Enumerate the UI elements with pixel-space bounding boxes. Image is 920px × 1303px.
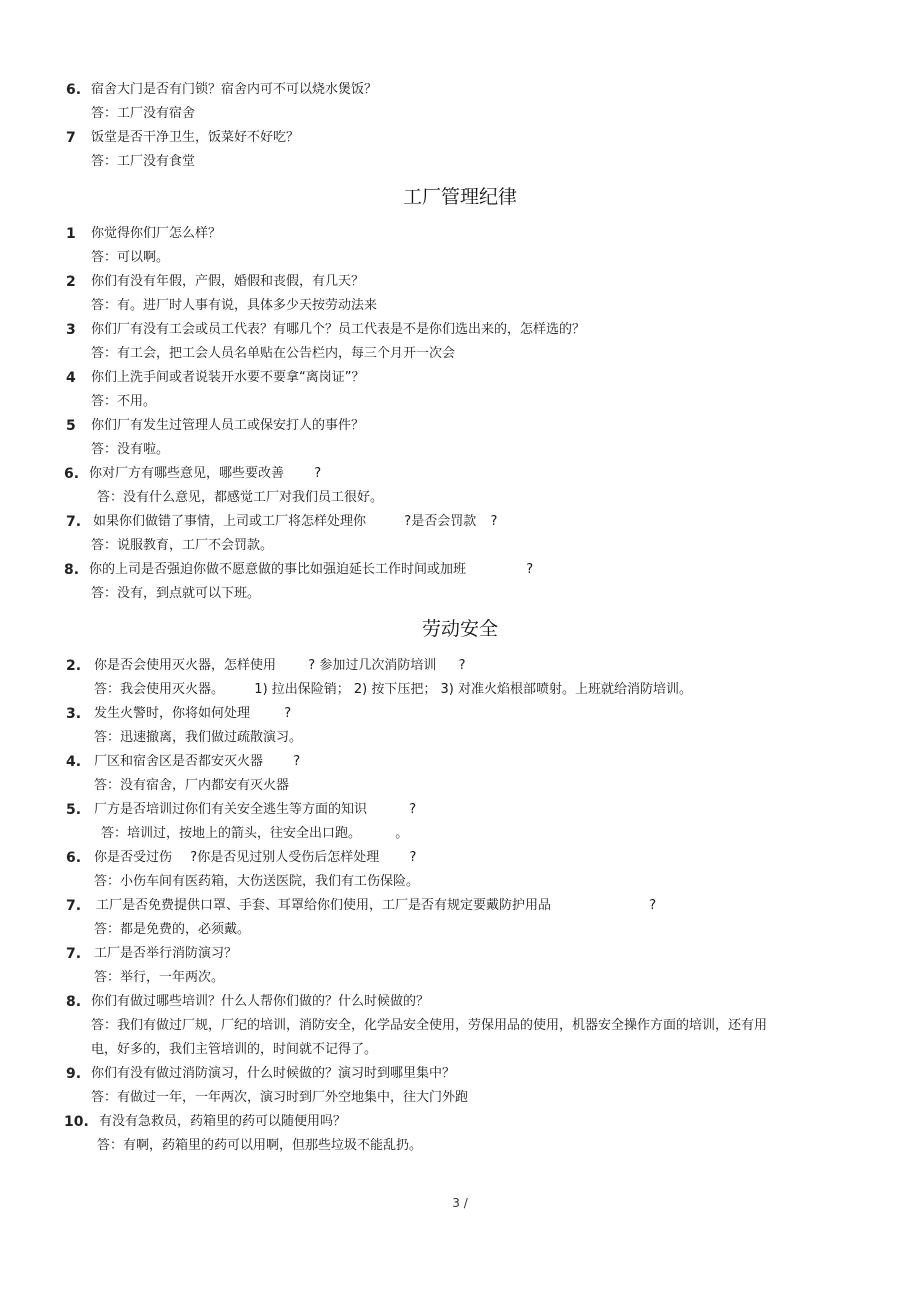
answer-text: 答：没有，到点就可以下班。 <box>91 586 261 601</box>
question-text: 你觉得你们厂怎么样？ <box>91 226 222 241</box>
question-text: 如果你们做错了事情，上司或工厂将怎样处理你 <box>93 514 367 529</box>
list-item <box>0 846 920 894</box>
list-item <box>0 222 920 270</box>
question-text-part: ?你是否见过别人受伤后怎样处理 <box>190 850 380 865</box>
question-text: 厂区和宿舍区是否都安灭火器 <box>94 754 264 769</box>
answer-text: 答：有。进厂时人事有说，具体多少天按劳动法来 <box>91 298 378 313</box>
question-text: 你是否会使用灭火器，怎样使用 <box>94 658 277 673</box>
list-item <box>0 1062 920 1110</box>
question-number: 2 <box>66 274 76 290</box>
question-text: 你对厂方有哪些意见，哪些要改善 <box>89 466 285 481</box>
question-number: 7. <box>66 898 82 914</box>
list-item <box>0 750 920 798</box>
answer-text: 答：我们有做过厂规，厂纪的培训，消防安全，化学品安全使用，劳保用品的使用，机器安全操作方面的培训，还有用电，好多的，我们主管培训的，时间就不记得了。 <box>91 1018 768 1057</box>
answer-text: 答：工厂没有宿舍 <box>91 106 196 121</box>
list-item <box>0 990 920 1062</box>
question <box>0 414 920 438</box>
list-item <box>0 270 920 318</box>
question-number: 5 <box>66 418 76 434</box>
pre-item-6 <box>0 78 920 126</box>
answer-text: 答：小伤车间有医药箱，大伤送医院，我们有工伤保险。 <box>94 874 420 889</box>
question-number: 10. <box>64 1114 89 1130</box>
answer-part: 1) 拉出保险销； 2) 按下压把； 3) 对准火焰根部喷射。上班就给消防培训。 <box>254 682 692 697</box>
question-text-part: ? 参加过几次消防培训 <box>308 658 437 673</box>
pre-item-7 <box>0 126 920 174</box>
section-title-labor-safety: 劳动安全 <box>421 618 498 640</box>
question-number: 2. <box>66 658 82 674</box>
question-mark: ? <box>526 562 534 577</box>
list-item <box>0 942 920 990</box>
answer-text: 答：可以啊。 <box>91 250 170 265</box>
question-number: 7. <box>66 514 82 530</box>
question-text-part: ?是否会罚款 <box>404 514 477 529</box>
question-number: 8. <box>64 562 80 578</box>
question <box>0 318 920 342</box>
question <box>0 894 920 918</box>
question-text: 工厂是否举行消防演习？ <box>94 946 238 961</box>
question-text: 你们有做过哪些培训？什么人帮你们做的？什么时候做的？ <box>91 994 430 1009</box>
answer-part: 。 <box>395 826 409 841</box>
question-text: 你的上司是否强迫你做不愿意做的事比如强迫延长工作时间或加班 <box>89 562 467 577</box>
list-item <box>0 558 920 606</box>
answer-text: 答：有工会，把工会人员名单贴在公告栏内，每三个月开一次会 <box>91 346 456 361</box>
question-text: 你们厂有没有工会或员工代表？有哪几个？员工代表是不是你们选出来的，怎样选的？ <box>91 322 586 337</box>
list-item <box>0 702 920 750</box>
question-number: 3 <box>66 322 76 338</box>
question-mark: ? <box>293 754 301 769</box>
question-mark: ? <box>490 514 498 529</box>
question-text: 你们厂有发生过管理人员工或保安打人的事件？ <box>91 418 365 433</box>
question <box>0 1110 920 1134</box>
question <box>0 990 920 1014</box>
question <box>0 366 920 390</box>
answer-text <box>0 678 920 702</box>
question-number: 6. <box>66 82 82 98</box>
question-number: 4. <box>66 754 82 770</box>
question-number: 4 <box>66 370 76 386</box>
answer-text <box>0 822 920 846</box>
answer-text: 答：迅速撤离，我们做过疏散演习。 <box>94 730 303 745</box>
answer-text: 答：工厂没有食堂 <box>91 154 196 169</box>
question-text: 饭堂是否干净卫生，饭菜好不好吃？ <box>91 130 300 145</box>
question-mark: ? <box>649 898 657 913</box>
question <box>0 126 920 150</box>
list-item <box>0 462 920 510</box>
answer-text: 答：没有啦。 <box>91 442 170 457</box>
question <box>0 846 920 870</box>
list-item <box>0 654 920 702</box>
question <box>0 1062 920 1086</box>
question-number: 7. <box>66 946 82 962</box>
answer-text: 答：举行，一年两次。 <box>94 970 225 985</box>
question-text: 宿舍大门是否有门锁？宿舍内可不可以烧水煲饭？ <box>91 82 378 97</box>
list-item <box>0 510 920 558</box>
question-mark: ? <box>409 802 417 817</box>
answer-text: 答：说服教育，工厂不会罚款。 <box>91 538 274 553</box>
list-item <box>0 366 920 414</box>
answer-text: 答：有啊，药箱里的药可以用啊，但那些垃圾不能乱扔。 <box>97 1138 423 1153</box>
answer-text: 答：没有什么意见，都感觉工厂对我们员工很好。 <box>97 490 384 505</box>
question-mark: ? <box>314 466 322 481</box>
answer-text: 答：不用。 <box>91 394 157 409</box>
question <box>0 78 920 102</box>
question <box>0 750 920 774</box>
question-mark: ? <box>409 850 417 865</box>
answer-part: 答：我会使用灭火器。 <box>94 682 225 697</box>
list-item <box>0 414 920 462</box>
question-text: 工厂是否免费提供口罩、手套、耳罩给你们使用，工厂是否有规定要戴防护用品 <box>96 898 552 913</box>
question-mark: ? <box>458 658 466 673</box>
question-number: 1 <box>66 226 76 242</box>
page-number: 3 / <box>452 1196 468 1210</box>
question <box>0 462 920 486</box>
question <box>0 510 920 534</box>
question <box>0 654 920 678</box>
question-mark: ? <box>284 706 292 721</box>
answer-text: 答：没有宿舍，厂内都安有灭火器 <box>94 778 290 793</box>
question-number: 3. <box>66 706 82 722</box>
section-title-management: 工厂管理纪律 <box>402 186 517 208</box>
list-item <box>0 318 920 366</box>
answer-text: 答：有做过一年，一年两次，演习时到厂外空地集中，往大门外跑 <box>91 1090 469 1105</box>
question <box>0 222 920 246</box>
question <box>0 270 920 294</box>
question-text: 发生火警时，你将如何处理 <box>94 706 251 721</box>
question <box>0 798 920 822</box>
question <box>0 702 920 726</box>
list-item <box>0 1110 920 1158</box>
question-number: 6. <box>66 850 82 866</box>
question-number: 9. <box>66 1066 82 1082</box>
question-text: 你是否受过伤 <box>94 850 173 865</box>
question-number: 6. <box>64 466 80 482</box>
answer-part: 答：培训过，按地上的箭头，往安全出口跑。 <box>101 826 362 841</box>
list-item <box>0 798 920 846</box>
question-text: 你们有没有年假，产假，婚假和丧假，有几天？ <box>91 274 365 289</box>
question-number: 8. <box>66 994 82 1010</box>
question-number: 5. <box>66 802 82 818</box>
question <box>0 558 920 582</box>
list-item <box>0 894 920 942</box>
question-text: 厂方是否培训过你们有关安全逃生等方面的知识 <box>94 802 368 817</box>
answer-text: 答：都是免费的，必须戴。 <box>94 922 251 937</box>
question-text: 你们上洗手间或者说装开水要不要拿“离岗证”？ <box>91 370 365 385</box>
question-text: 有没有急救员，药箱里的药可以随便用吗？ <box>99 1114 347 1129</box>
question-number: 7 <box>66 130 76 146</box>
question-text: 你们有没有做过消防演习，什么时候做的？演习时到哪里集中？ <box>91 1066 456 1081</box>
question <box>0 942 920 966</box>
